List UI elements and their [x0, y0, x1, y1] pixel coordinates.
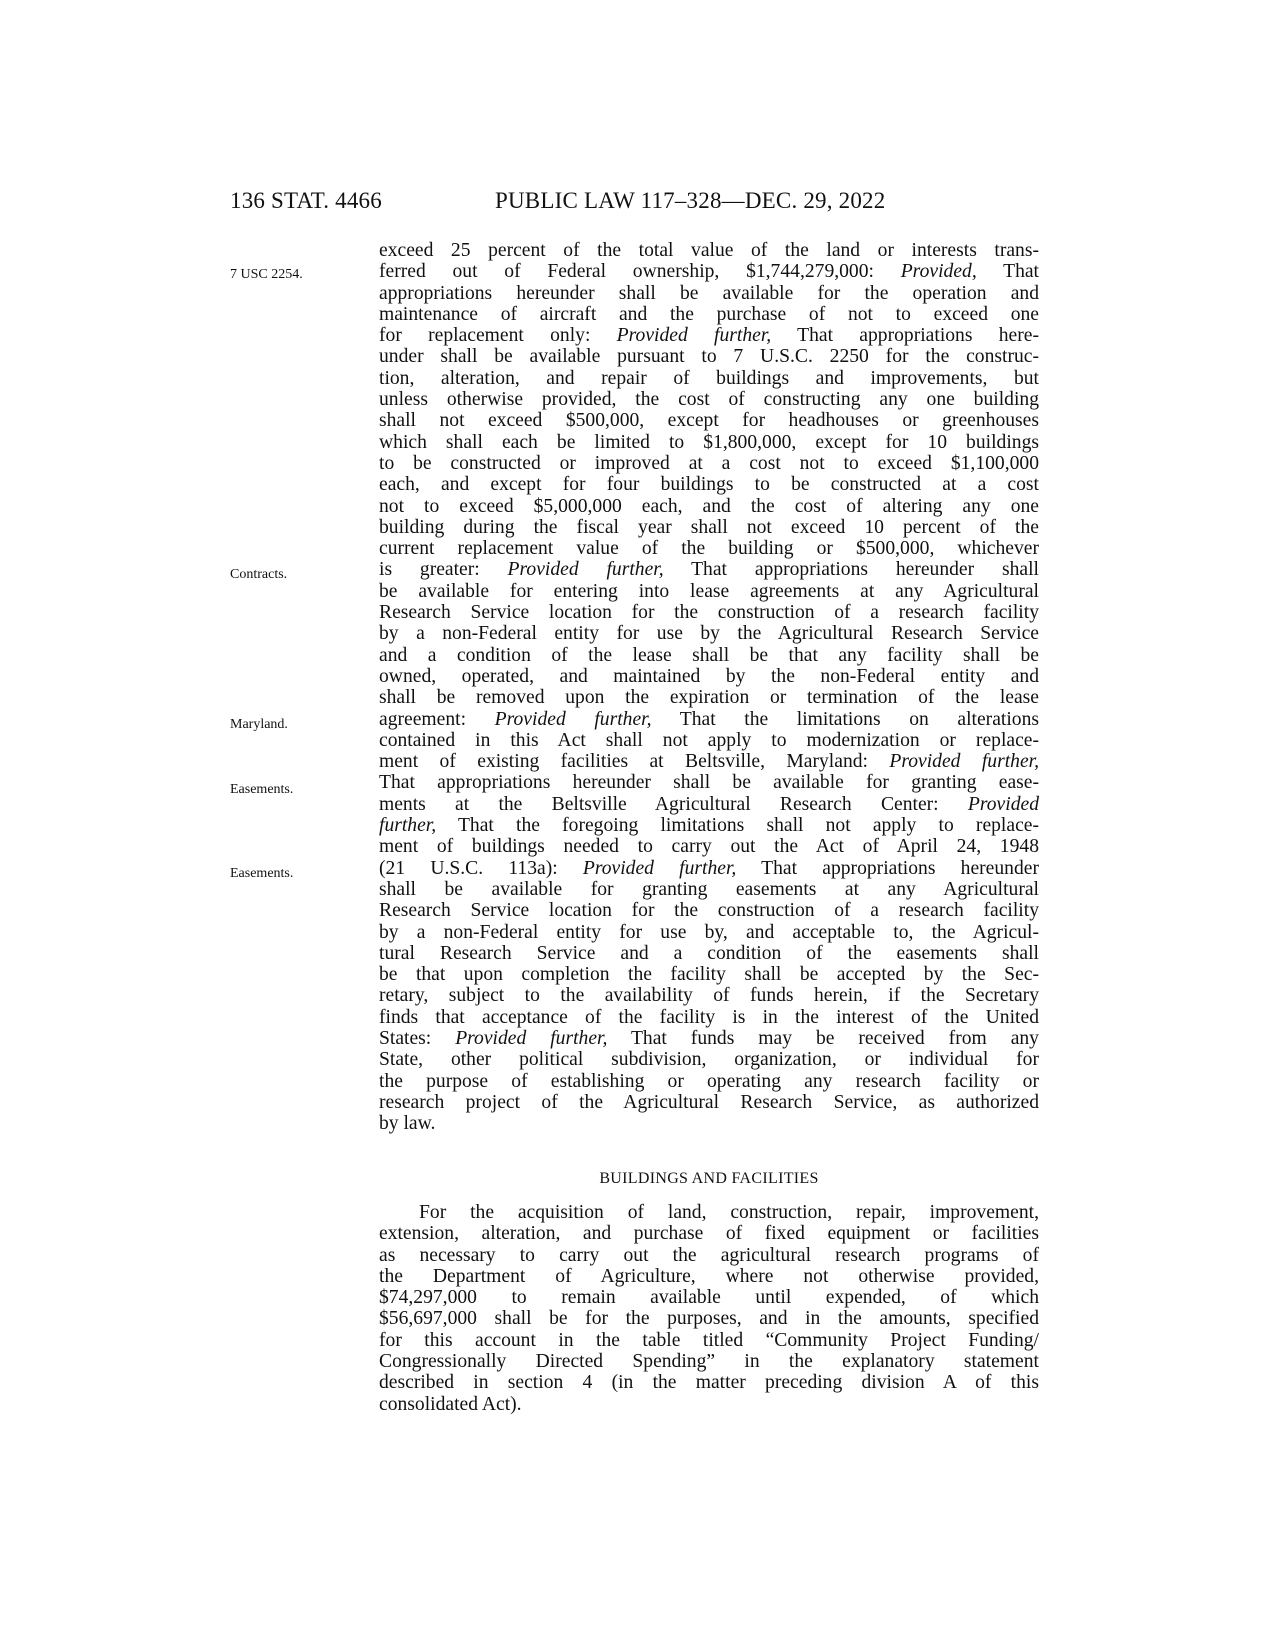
- running-head-title: PUBLIC LAW 117–328—DEC. 29, 2022: [495, 188, 886, 213]
- text-run: For the acquisition of land, construction, repair, improvement,: [419, 1202, 1039, 1223]
- text-line: [379, 1113, 1039, 1134]
- text-line: [379, 1266, 1039, 1287]
- text-run: Research Service location for the construction of a research facility: [379, 900, 1039, 922]
- text-run: ferred out of Federal ownership, $1,744,279,000:: [379, 261, 901, 283]
- text-run: $74,297,000 to remain available until expended, of which: [379, 1287, 1039, 1309]
- body-paragraph: [379, 1202, 1039, 1415]
- text-run: contained in this Act shall not apply to modernization or replace-: [379, 729, 1039, 751]
- text-run: under shall be available pursuant to 7 U.S.C. 2250 for the construc-: [379, 346, 1039, 368]
- text-run: unless otherwise provided, the cost of constructing any one building: [379, 389, 1039, 411]
- text-line: [379, 623, 1039, 644]
- text-line: [379, 1202, 1039, 1223]
- text-line: [379, 964, 1039, 985]
- text-run: State, other political subdivision, organization, or individual for: [379, 1049, 1039, 1071]
- italic-proviso: further,: [379, 815, 437, 837]
- text-run: for replacement only:: [379, 325, 617, 347]
- text-run: is greater:: [379, 559, 508, 581]
- text-line: [379, 283, 1039, 304]
- text-line: [379, 346, 1039, 367]
- text-line: [379, 389, 1039, 410]
- text-line: [379, 922, 1039, 943]
- text-line: [379, 325, 1039, 346]
- statute-page-number: 136 STAT. 4466: [230, 188, 382, 213]
- text-run: to be constructed or improved at a cost not to exceed $1,100,000: [379, 452, 1039, 474]
- text-line: [379, 943, 1039, 964]
- text-run: retary, subject to the availability of funds herein, if the Secretary: [379, 985, 1039, 1007]
- text-run: extension, alteration, and purchase of fixed equipment or facilities: [379, 1223, 1039, 1245]
- text-run: agreement:: [379, 708, 495, 730]
- text-line: [379, 730, 1039, 751]
- text-line: [379, 474, 1039, 495]
- text-run: That the foregoing limitations shall not apply to replace-: [436, 815, 1039, 837]
- margin-note-contracts: Contracts.: [230, 567, 288, 582]
- italic-proviso: Provided: [967, 793, 1039, 815]
- text-run: That funds may be received from any: [607, 1027, 1039, 1049]
- text-line: [379, 1071, 1039, 1092]
- italic-proviso: Provided further,: [507, 559, 664, 581]
- text-run: building during the fiscal year shall not exceed 10 percent of the: [379, 516, 1039, 538]
- text-line: [379, 836, 1039, 857]
- text-line: [379, 453, 1039, 474]
- text-run: appropriations hereunder shall be available for the operation and: [379, 282, 1039, 304]
- text-line: [379, 240, 1039, 261]
- text-line: [379, 496, 1039, 517]
- text-line: [379, 900, 1039, 921]
- text-line: [379, 1394, 1039, 1415]
- text-run: exceed 25 percent of the total value of the land or interests trans-: [379, 240, 1039, 261]
- margin-note-easements: Easements.: [230, 782, 294, 797]
- text-run: That appropriations hereunder shall be available for granting ease-: [379, 772, 1039, 794]
- text-line: [379, 985, 1039, 1006]
- text-run: owned, operated, and maintained by the non-Federal entity and: [379, 665, 1039, 687]
- text-run: shall be available for granting easements at any Agricultural: [379, 878, 1039, 900]
- text-line: [379, 602, 1039, 623]
- text-line: [379, 666, 1039, 687]
- text-run: That appropriations here-: [771, 325, 1039, 347]
- text-line: [379, 559, 1039, 580]
- text-line: [379, 1287, 1039, 1308]
- text-line: [379, 1372, 1039, 1393]
- italic-proviso: Provided further,: [889, 751, 1039, 773]
- italic-proviso: Provided further,: [455, 1027, 608, 1049]
- text-run: Research Service location for the construction of a research facility: [379, 602, 1039, 624]
- text-run: finds that acceptance of the facility is in the interest of the United: [379, 1006, 1039, 1028]
- text-run: be available for entering into lease agreements at any Agricultural: [379, 580, 1039, 602]
- text-line: [379, 538, 1039, 559]
- text-run: by a non-Federal entity for use by the Agricultural Research Service: [379, 623, 1039, 645]
- text-line: [379, 1028, 1039, 1049]
- text-run: by a non-Federal entity for use by, and acceptable to, the Agricul-: [379, 921, 1039, 943]
- text-line: [379, 794, 1039, 815]
- text-run: consolidated Act).: [379, 1393, 522, 1415]
- margin-note-maryland: Maryland.: [230, 717, 288, 732]
- text-run: shall be removed upon the expiration or termination of the lease: [379, 687, 1039, 709]
- text-run: (21 U.S.C. 113a):: [379, 857, 583, 879]
- text-line: [379, 1049, 1039, 1070]
- text-line: [379, 751, 1039, 772]
- text-run: the Department of Agriculture, where not otherwise provided,: [379, 1265, 1039, 1287]
- text-run: research project of the Agricultural Research Service, as authorized: [379, 1091, 1039, 1113]
- text-run: current replacement value of the building or $500,000, whichever: [379, 538, 1039, 560]
- text-line: [379, 645, 1039, 666]
- text-run: $56,697,000 shall be for the purposes, and in the amounts, specified: [379, 1308, 1039, 1330]
- text-line: [379, 432, 1039, 453]
- text-run: tural Research Service and a condition of the easements shall: [379, 942, 1039, 964]
- italic-proviso: Provided,: [900, 261, 977, 283]
- text-line: [379, 815, 1039, 836]
- text-line: [379, 709, 1039, 730]
- text-line: [379, 772, 1039, 793]
- text-run: ments at the Beltsville Agricultural Research Center:: [379, 793, 968, 815]
- text-line: [379, 1223, 1039, 1244]
- text-line: [379, 1351, 1039, 1372]
- italic-proviso: Provided further,: [494, 708, 652, 730]
- text-line: [379, 1330, 1039, 1351]
- text-run: maintenance of aircraft and the purchase of not to exceed one: [379, 303, 1039, 325]
- text-run: ment of existing facilities at Beltsville, Maryland:: [379, 751, 890, 773]
- text-line: [379, 858, 1039, 879]
- text-line: [379, 517, 1039, 538]
- text-run: each, and except for four buildings to be constructed at a cost: [379, 474, 1039, 496]
- text-run: not to exceed $5,000,000 each, and the cost of altering any one: [379, 495, 1039, 517]
- text-line: [379, 687, 1039, 708]
- text-run: tion, alteration, and repair of buildings and improvements, but: [379, 367, 1039, 389]
- text-run: That: [976, 261, 1040, 283]
- text-line: [379, 261, 1039, 282]
- body-paragraph: [379, 240, 1039, 1134]
- text-run: described in section 4 (in the matter preceding division A of this: [379, 1372, 1039, 1394]
- text-line: [379, 1308, 1039, 1329]
- text-line: [379, 368, 1039, 389]
- section-heading: BUILDINGS AND FACILITIES: [599, 1170, 819, 1187]
- text-run: as necessary to carry out the agricultural research programs of: [379, 1244, 1039, 1266]
- text-line: [379, 1245, 1039, 1266]
- text-line: [379, 1092, 1039, 1113]
- italic-proviso: Provided further,: [582, 857, 737, 879]
- text-run: which shall each be limited to $1,800,000, except for 10 buildings: [379, 431, 1039, 453]
- text-line: [379, 410, 1039, 431]
- text-line: [379, 304, 1039, 325]
- text-run: and a condition of the lease shall be that any facility shall be: [379, 644, 1039, 666]
- text-run: by law.: [379, 1113, 436, 1135]
- text-line: [379, 1007, 1039, 1028]
- text-run: the purpose of establishing or operating any research facility or: [379, 1070, 1039, 1092]
- text-run: That appropriations hereunder: [736, 857, 1039, 879]
- text-run: shall not exceed $500,000, except for headhouses or greenhouses: [379, 410, 1039, 432]
- text-run: for this account in the table titled “Community Project Funding/: [379, 1329, 1039, 1351]
- text-run: That appropriations hereunder shall: [663, 559, 1039, 581]
- text-run: That the limitations on alterations: [651, 708, 1039, 730]
- italic-proviso: Provided further,: [616, 325, 772, 347]
- text-run: States:: [379, 1027, 456, 1049]
- text-line: [379, 879, 1039, 900]
- margin-note-usc: 7 USC 2254.: [230, 267, 303, 282]
- text-run: Congressionally Directed Spending” in the explanatory statement: [379, 1351, 1039, 1373]
- text-run: ment of buildings needed to carry out the Act of April 24, 1948: [379, 836, 1039, 858]
- margin-note-easements: Easements.: [230, 866, 294, 881]
- text-run: be that upon completion the facility shall be accepted by the Sec-: [379, 964, 1039, 986]
- text-line: [379, 581, 1039, 602]
